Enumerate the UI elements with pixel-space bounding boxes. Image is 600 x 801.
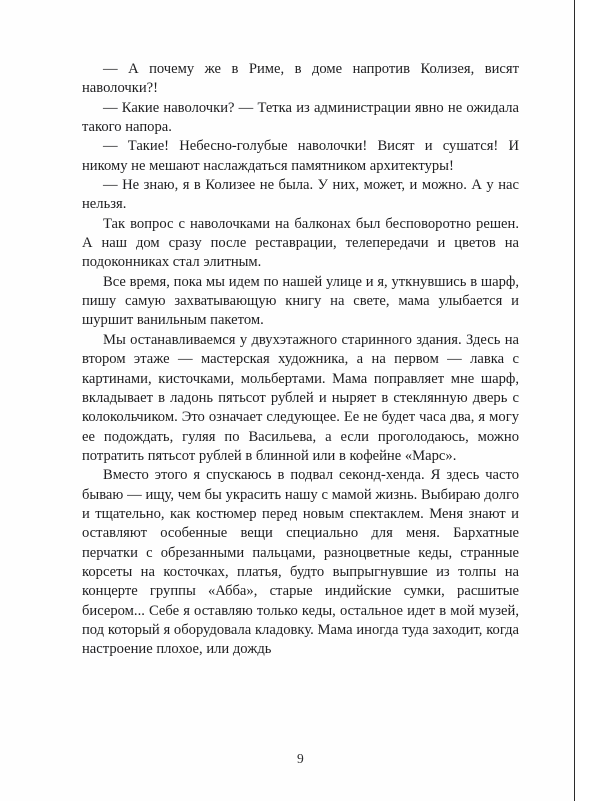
paragraph: Все время, пока мы идем по нашей улице и я, уткнувшись в шарф, пишу самую захватывающую книгу на свете, мама улыбается и шуршит ванильным пакетом. xyxy=(82,273,519,329)
paragraph: — А почему же в Риме, в доме напротив Колизея, висят наволочки?! xyxy=(82,61,519,97)
paragraph: Вместо этого я спускаюсь в подвал секонд-хенда. Я здесь часто бываю — ищу, чем бы украсить нашу с мамой жизнь. Выбираю долго и тщательно, как костюмер перед новым спектаклем. Меня знают и оставляют особенные вещи специально для меня. Бархатные перчатки с обрезанными пальцами, разноцветные кеды, странные корсеты на косточках, платья, будто выпрыгнувшие из толпы на концерте группы «Абба», старые индийские сумки, расшитые бисером... Себе я оставляю только кеды, остальное идет в мой музей, под который я оборудовала кладовку. Мама иногда туда заходит, когда настроение плохое, или дождь xyxy=(82,467,519,658)
page-number: 9 xyxy=(297,751,304,766)
paragraph: — Какие наволочки? — Тетка из администрации явно не ожидала такого напора. xyxy=(82,99,519,136)
paragraph: Так вопрос с наволочками на балконах был бесповоротно решен. А наш дом сразу после реставрации, телепередачи и цветов на подоконниках стал элитным. xyxy=(82,215,519,271)
page-body-text xyxy=(82,60,519,660)
page-outer-gutter xyxy=(575,0,600,801)
paragraph: Мы останавливаемся у двухэтажного старинного здания. Здесь на втором этаже — мастерская художника, а на первом — лавка с картинами, кисточками, мольбертами. Мама поправляет мне шарф, вкладывает в ладонь пятьсот рублей и ныряет в стеклянную дверь с колокольчиком. Это означает следующее. Ее не будет часа два, я могу ее подождать, гуляя по Васильева, а если проголодаюсь, можно потратить пятьсот рублей в блинной или в кофейне «Марс». xyxy=(82,331,519,464)
paragraph: — Не знаю, я в Колизее не была. У них, может, и можно. А у нас нельзя. xyxy=(82,177,519,213)
paragraph: — Такие! Небесно-голубые наволочки! Висят и сушатся! И никому не мешают наслаждаться памятником архитектуры! xyxy=(82,138,519,174)
